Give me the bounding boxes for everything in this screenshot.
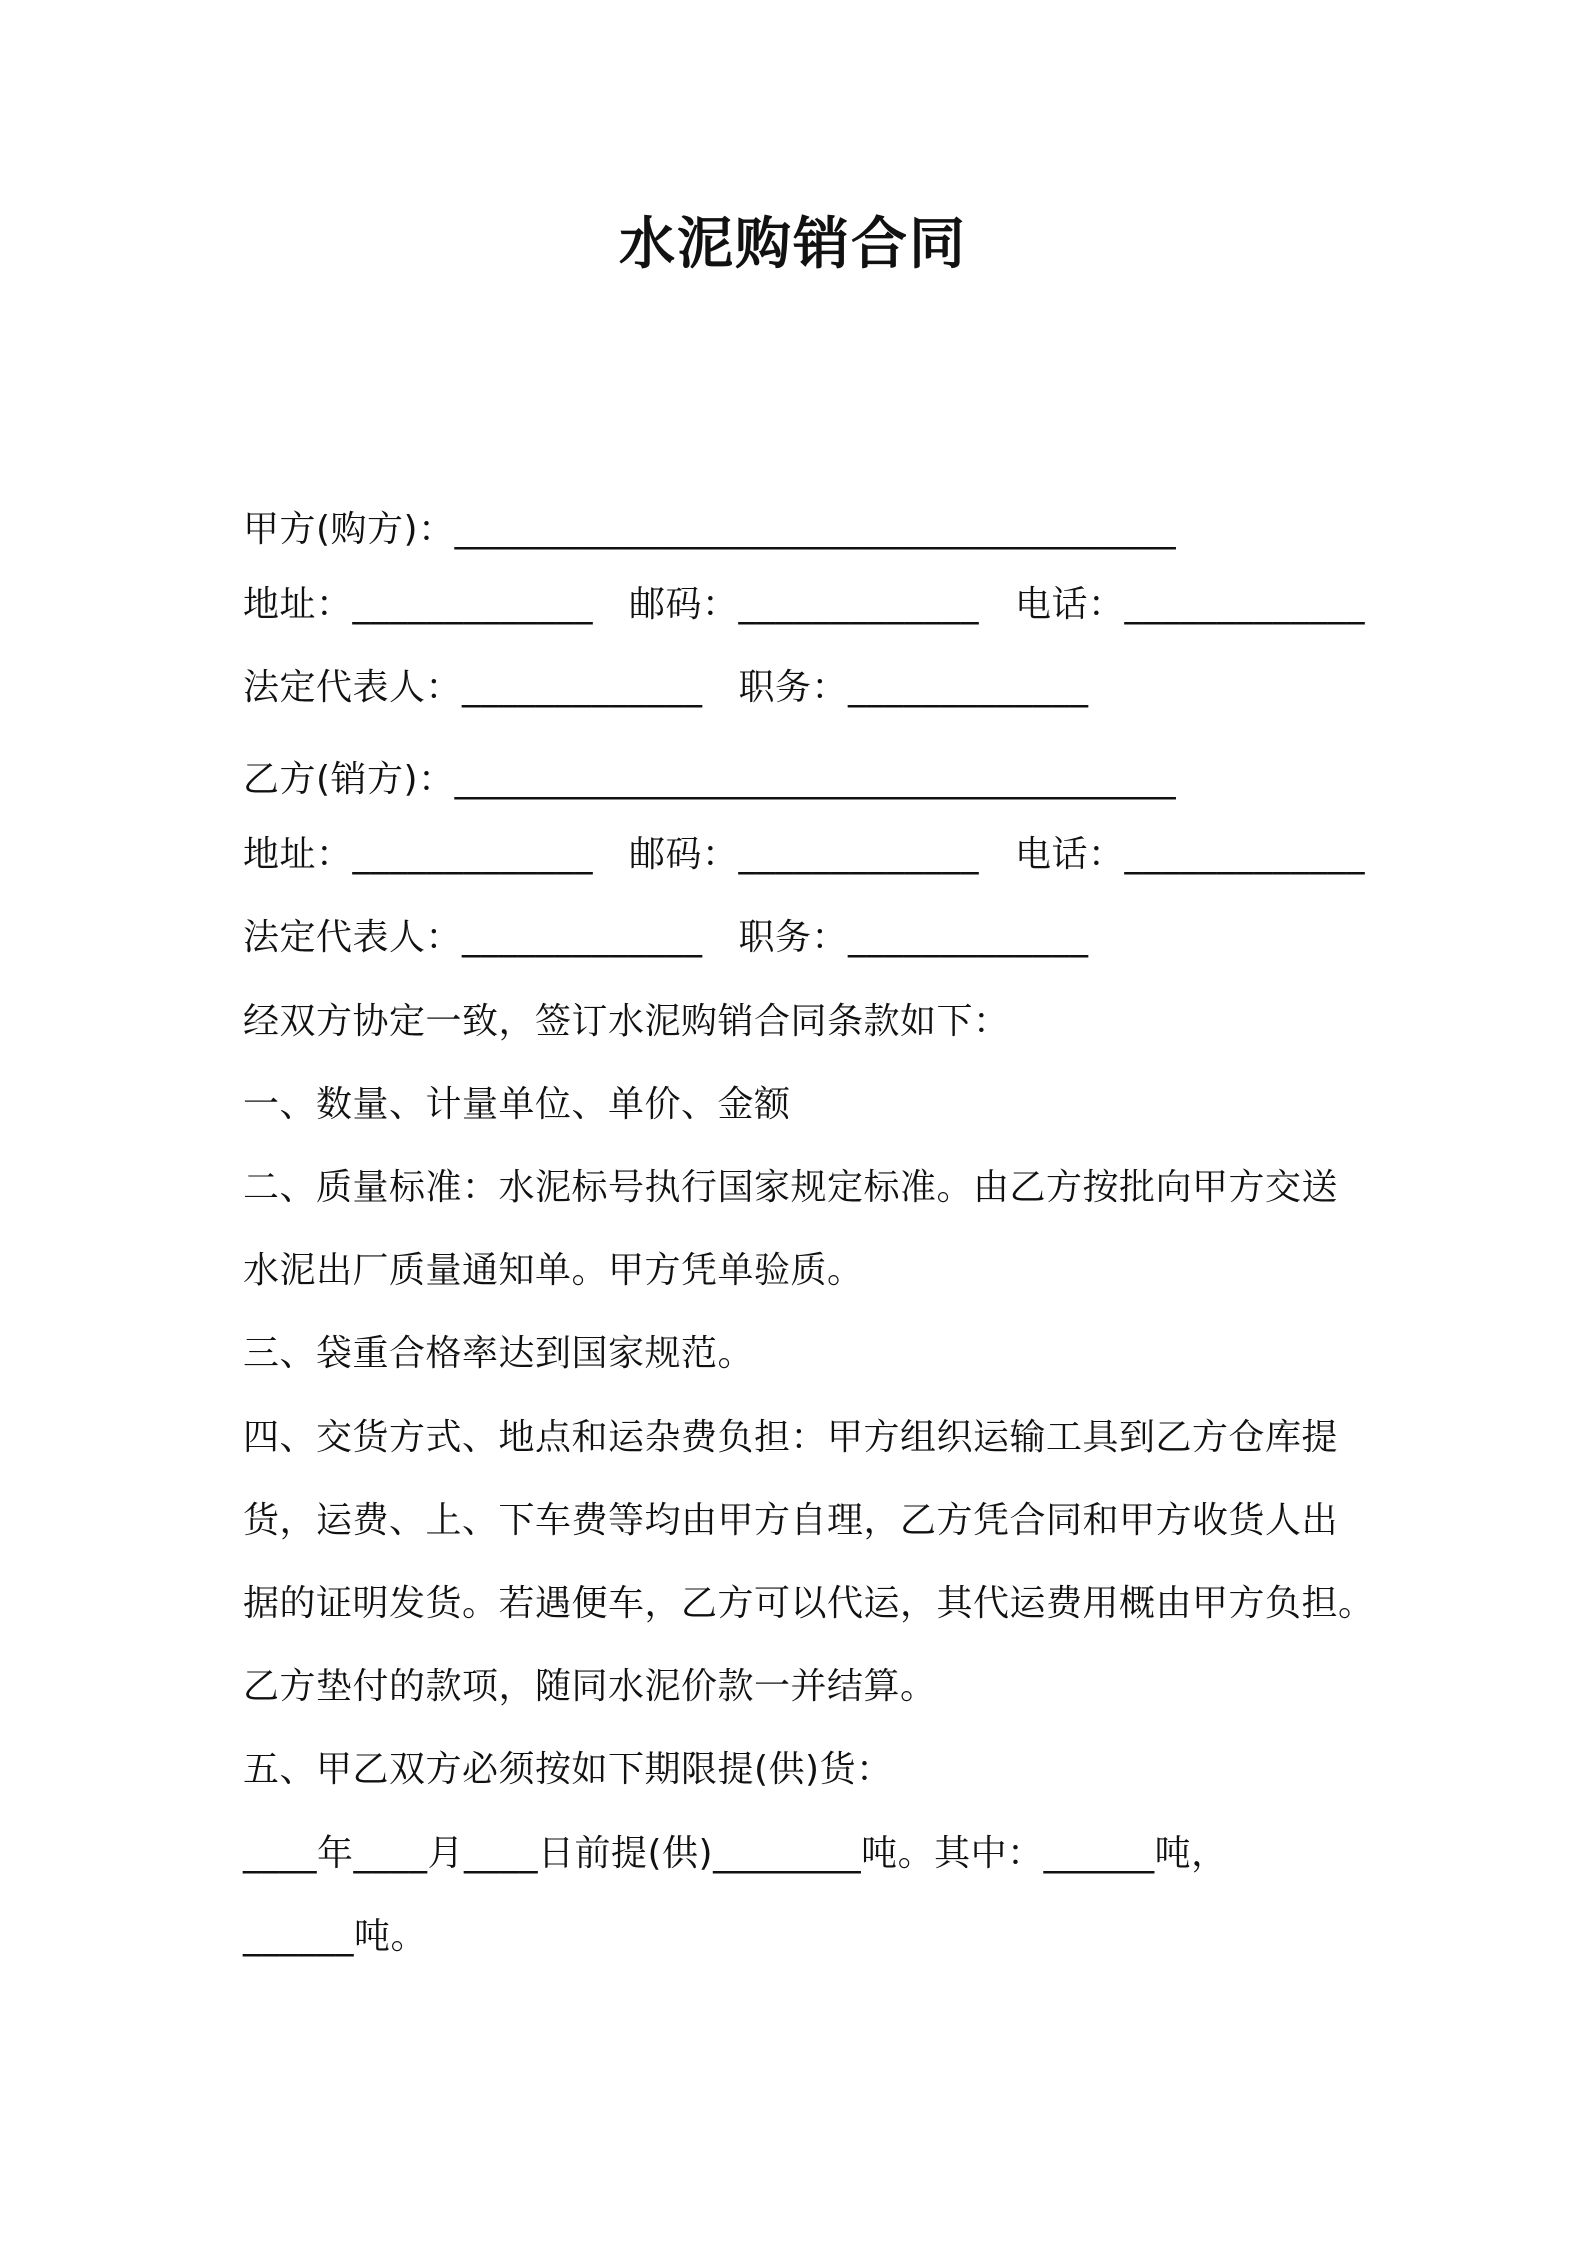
- clause-4-line-4: 乙方垫付的款项，随同水泥价款一并结算。: [243, 1666, 937, 1707]
- party-a-phone: 电话：_____________: [1014, 584, 1365, 625]
- party-a-postcode: 邮码：_____________: [628, 584, 979, 625]
- party-b-postcode: 邮码：_____________: [628, 834, 979, 875]
- clause-5: 五、甲乙双方必须按如下期限提(供)货：: [243, 1749, 893, 1790]
- party-b-name-line: 乙方(销方)：_______________________________________: [243, 759, 1177, 800]
- clause-3: 三、袋重合格率达到国家规范。: [243, 1333, 755, 1374]
- clause-1: 一、数量、计量单位、单价、金额: [243, 1084, 791, 1125]
- party-b-position: 职务：_____________: [738, 917, 1089, 958]
- clause-4-line-3: 据的证明发货。若遇便车，乙方可以代运，其代运费用概由甲方负担。: [243, 1583, 1375, 1624]
- party-a-address: 地址：_____________: [243, 584, 594, 625]
- clause-2-line-2: 水泥出厂质量通知单。甲方凭单验质。: [243, 1250, 864, 1291]
- document-title: 水泥购销合同: [619, 212, 967, 277]
- party-b-legal-rep: 法定代表人：_____________: [243, 917, 703, 958]
- party-a-legal-rep: 法定代表人：_____________: [243, 667, 703, 708]
- party-b-rep-line: [243, 913, 1088, 963]
- party-b-phone: 电话：_____________: [1014, 834, 1365, 875]
- party-a-name-line: 甲方(购方)：_______________________________________: [243, 509, 1177, 550]
- party-a-rep-line: [243, 663, 1088, 713]
- party-a-contact-line: [243, 580, 1365, 630]
- schedule-line-2: ______吨。: [243, 1916, 428, 1957]
- clause-4-line-1: 四、交货方式、地点和运杂费负担：甲方组织运输工具到乙方仓库提: [243, 1417, 1339, 1458]
- party-a-position: 职务：_____________: [738, 667, 1089, 708]
- party-b-address: 地址：_____________: [243, 834, 594, 875]
- schedule-line-1: ____年____月____日前提(供)________吨。其中：______吨，: [243, 1833, 1228, 1874]
- clause-2-line-1: 二、质量标准：水泥标号执行国家规定标准。由乙方按批向甲方交送: [243, 1167, 1339, 1208]
- clause-4-line-2: 货，运费、上、下车费等均由甲方自理，乙方凭合同和甲方收货人出: [243, 1500, 1339, 1541]
- intro-text: 经双方协定一致，签订水泥购销合同条款如下：: [243, 1001, 1010, 1042]
- party-b-contact-line: [243, 830, 1365, 880]
